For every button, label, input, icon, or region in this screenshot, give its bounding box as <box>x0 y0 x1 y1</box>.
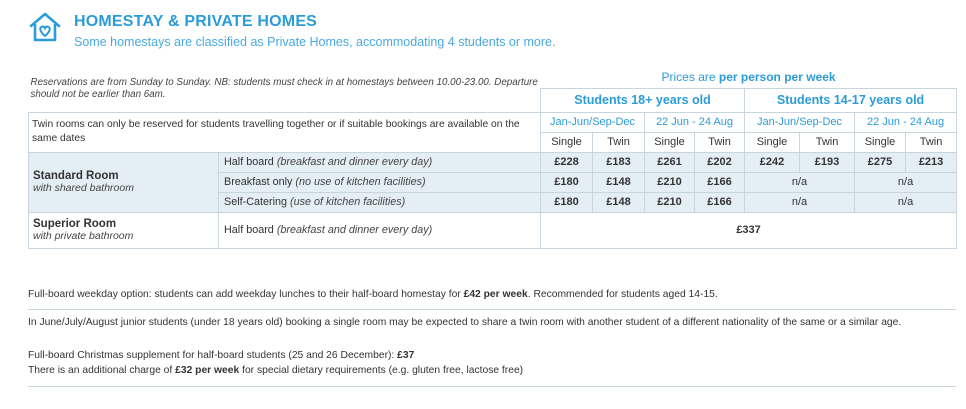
period-header: 22 Jun - 24 Aug <box>645 112 745 132</box>
price-cell: £166 <box>695 172 745 192</box>
period-header: 22 Jun - 24 Aug <box>855 112 957 132</box>
board-type: Breakfast only (no use of kitchen facilities) <box>219 172 541 192</box>
room-type-header: Single <box>745 132 800 152</box>
not-available-cell: n/a <box>855 172 957 192</box>
room-type-header: Single <box>855 132 906 152</box>
superior-price-cell: £337 <box>541 212 957 248</box>
price-cell: £275 <box>855 152 906 172</box>
board-type: Half board (breakfast and dinner every day) <box>219 152 541 172</box>
room-type-header: Twin <box>906 132 957 152</box>
price-cell: £261 <box>645 152 695 172</box>
room-name: Superior Room <box>33 218 117 230</box>
period-header: Jan-Jun/Sep-Dec <box>541 112 645 132</box>
section-title: HOMESTAY & PRIVATE HOMES <box>74 13 318 30</box>
price-cell: £210 <box>645 192 695 212</box>
price-cell: £228 <box>541 152 593 172</box>
price-cell: £183 <box>593 152 645 172</box>
section-header <box>28 10 948 54</box>
not-available-cell: n/a <box>855 192 957 212</box>
room-type-header: Twin <box>695 132 745 152</box>
divider <box>28 309 956 310</box>
standard-room-cell <box>29 152 219 212</box>
price-table <box>28 66 957 249</box>
not-available-cell: n/a <box>745 192 855 212</box>
prices-heading: Prices are per person per week <box>541 66 957 88</box>
room-type-header: Single <box>541 132 593 152</box>
superior-room-cell <box>29 212 219 248</box>
price-cell: £180 <box>541 172 593 192</box>
board-type: Half board (breakfast and dinner every day) <box>219 212 541 248</box>
room-name: Standard Room <box>33 170 119 182</box>
dietary-note: There is an additional charge of £32 per week for special dietary requirements (e.g. gluten free, lactose free) <box>28 365 524 376</box>
band-adult: Students 18+ years old <box>541 88 745 112</box>
reservations-note: Reservations are from Sunday to Sunday. NB: students must check in at homestays between 10.00-23.00. Departure should not be earlier than 6am. <box>30 76 538 100</box>
room-type-header: Twin <box>800 132 855 152</box>
table-row <box>29 152 957 172</box>
room-type-header: Twin <box>593 132 645 152</box>
fullboard-note: Full-board weekday option: students can add weekday lunches to their half-board homestay for £42 per week. Recommended for students aged 14-15. <box>28 289 718 300</box>
price-cell: £148 <box>593 172 645 192</box>
twin-rooms-note: Twin rooms can only be reserved for students travelling together or if suitable bookings are available on the same dates <box>29 112 541 152</box>
price-cell: £193 <box>800 152 855 172</box>
board-type: Self-Catering (use of kitchen facilities) <box>219 192 541 212</box>
price-cell: £148 <box>593 192 645 212</box>
junior-note: In June/July/August junior students (under 18 years old) booking a single room may be expected to share a twin room with another student of a different nationality of the same or a similar age. <box>28 317 902 328</box>
section-subtitle: Some homestays are classified as Private Homes, accommodating 4 students or more. <box>74 35 556 49</box>
house-heart-icon <box>28 10 62 44</box>
band-junior: Students 14-17 years old <box>745 88 957 112</box>
not-available-cell: n/a <box>745 172 855 192</box>
price-cell: £213 <box>906 152 957 172</box>
price-cell: £166 <box>695 192 745 212</box>
price-cell: £242 <box>745 152 800 172</box>
room-description: with private bathroom <box>33 230 134 242</box>
room-description: with shared bathroom <box>33 182 134 194</box>
table-row <box>29 212 957 248</box>
price-cell: £202 <box>695 152 745 172</box>
christmas-note: Full-board Christmas supplement for half-board students (25 and 26 December): £37 <box>28 350 415 361</box>
price-cell: £210 <box>645 172 695 192</box>
divider <box>28 386 956 387</box>
period-header: Jan-Jun/Sep-Dec <box>745 112 855 132</box>
room-type-header: Single <box>645 132 695 152</box>
price-cell: £180 <box>541 192 593 212</box>
